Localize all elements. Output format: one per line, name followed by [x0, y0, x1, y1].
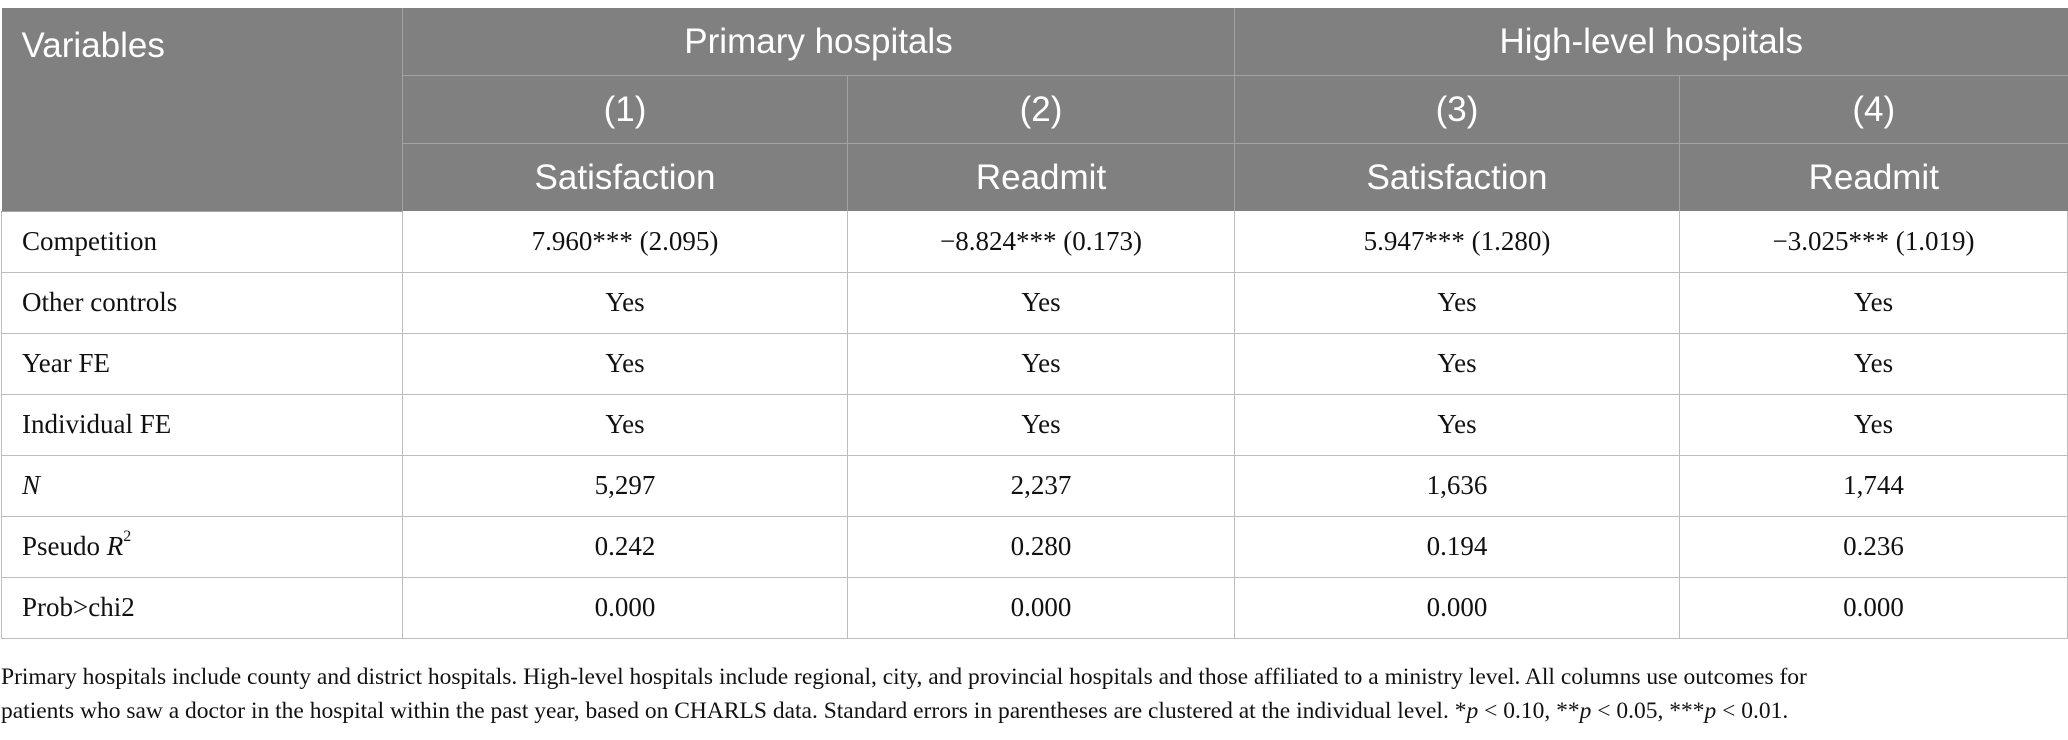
table-cell: 0.000	[1680, 577, 2068, 638]
row-label: Individual FE	[2, 394, 403, 455]
significance-level: < 0.05, ***	[1591, 698, 1705, 724]
table-cell: Yes	[403, 272, 848, 333]
header-col-number: (4)	[1680, 76, 2068, 144]
table-cell: 0.194	[1235, 516, 1680, 577]
table-row	[2, 211, 2068, 272]
significance-level: < 0.10, **	[1478, 698, 1580, 724]
significance-level: < 0.01.	[1716, 698, 1789, 724]
table-cell: Yes	[1235, 333, 1680, 394]
table-cell: Yes	[403, 333, 848, 394]
table-cell: 1,636	[1235, 455, 1680, 516]
header-col-number: (1)	[403, 76, 848, 144]
table-body	[2, 211, 2068, 638]
table-cell: 0.280	[848, 516, 1235, 577]
table-cell: Yes	[1680, 272, 2068, 333]
table-cell: 7.960*** (2.095)	[403, 211, 848, 272]
row-label: Other controls	[2, 272, 403, 333]
row-label: Competition	[2, 211, 403, 272]
table-cell: 0.000	[403, 577, 848, 638]
header-outcome: Satisfaction	[403, 144, 848, 212]
header-group-high-level: High-level hospitals	[1235, 8, 2068, 76]
table-cell: Yes	[848, 333, 1235, 394]
table-cell: 2,237	[848, 455, 1235, 516]
header-outcome: Satisfaction	[1235, 144, 1680, 212]
header-col-number: (3)	[1235, 76, 1680, 144]
row-label: Year FE	[2, 333, 403, 394]
header-col-number: (2)	[848, 76, 1235, 144]
header-outcome: Readmit	[848, 144, 1235, 212]
header-outcome: Readmit	[1680, 144, 2068, 212]
header-variables: Variables	[2, 8, 403, 211]
table-cell: −3.025*** (1.019)	[1680, 211, 2068, 272]
table-cell: 5,297	[403, 455, 848, 516]
table-row	[2, 272, 2068, 333]
row-label-italic: N	[22, 470, 41, 500]
row-label-text: Pseudo R	[22, 531, 124, 561]
table-row	[2, 516, 2068, 577]
footnote-text: patients who saw a doctor in the hospital within the past year, based on CHARLS data. Standard errors in parentheses are clustered at the individual level. *	[1, 698, 1467, 724]
header-row-groups	[2, 8, 2068, 76]
table-cell: 5.947*** (1.280)	[1235, 211, 1680, 272]
footnote-line-2	[1, 694, 2065, 728]
table-footnote	[1, 660, 2065, 728]
table-cell: Yes	[1235, 272, 1680, 333]
table-cell: Yes	[848, 272, 1235, 333]
table-cell: 1,744	[1680, 455, 2068, 516]
p-symbol: p	[1704, 698, 1717, 724]
regression-table	[1, 8, 2068, 639]
table-cell: −8.824*** (0.173)	[848, 211, 1235, 272]
row-label	[2, 516, 403, 577]
row-label	[2, 455, 403, 516]
table-row	[2, 333, 2068, 394]
table-row	[2, 577, 2068, 638]
table-row	[2, 455, 2068, 516]
p-symbol: p	[1466, 698, 1479, 724]
footnote-line-1: Primary hospitals include county and district hospitals. High-level hospitals include regional, city, and provincial hospitals and those affiliated to a ministry level. All columns use outcomes for	[1, 664, 1807, 690]
header-group-primary: Primary hospitals	[403, 8, 1235, 76]
table-cell: Yes	[848, 394, 1235, 455]
table-cell: Yes	[1680, 333, 2068, 394]
row-label: Prob>chi2	[2, 577, 403, 638]
table-cell: Yes	[403, 394, 848, 455]
row-label-superscript: 2	[123, 528, 132, 545]
table-header	[2, 8, 2068, 211]
table-cell: Yes	[1235, 394, 1680, 455]
regression-table-container	[0, 8, 2068, 639]
table-cell: 0.242	[403, 516, 848, 577]
table-cell: 0.000	[848, 577, 1235, 638]
p-symbol: p	[1579, 698, 1592, 724]
table-cell: 0.236	[1680, 516, 2068, 577]
table-cell: Yes	[1680, 394, 2068, 455]
table-row	[2, 394, 2068, 455]
table-cell: 0.000	[1235, 577, 1680, 638]
